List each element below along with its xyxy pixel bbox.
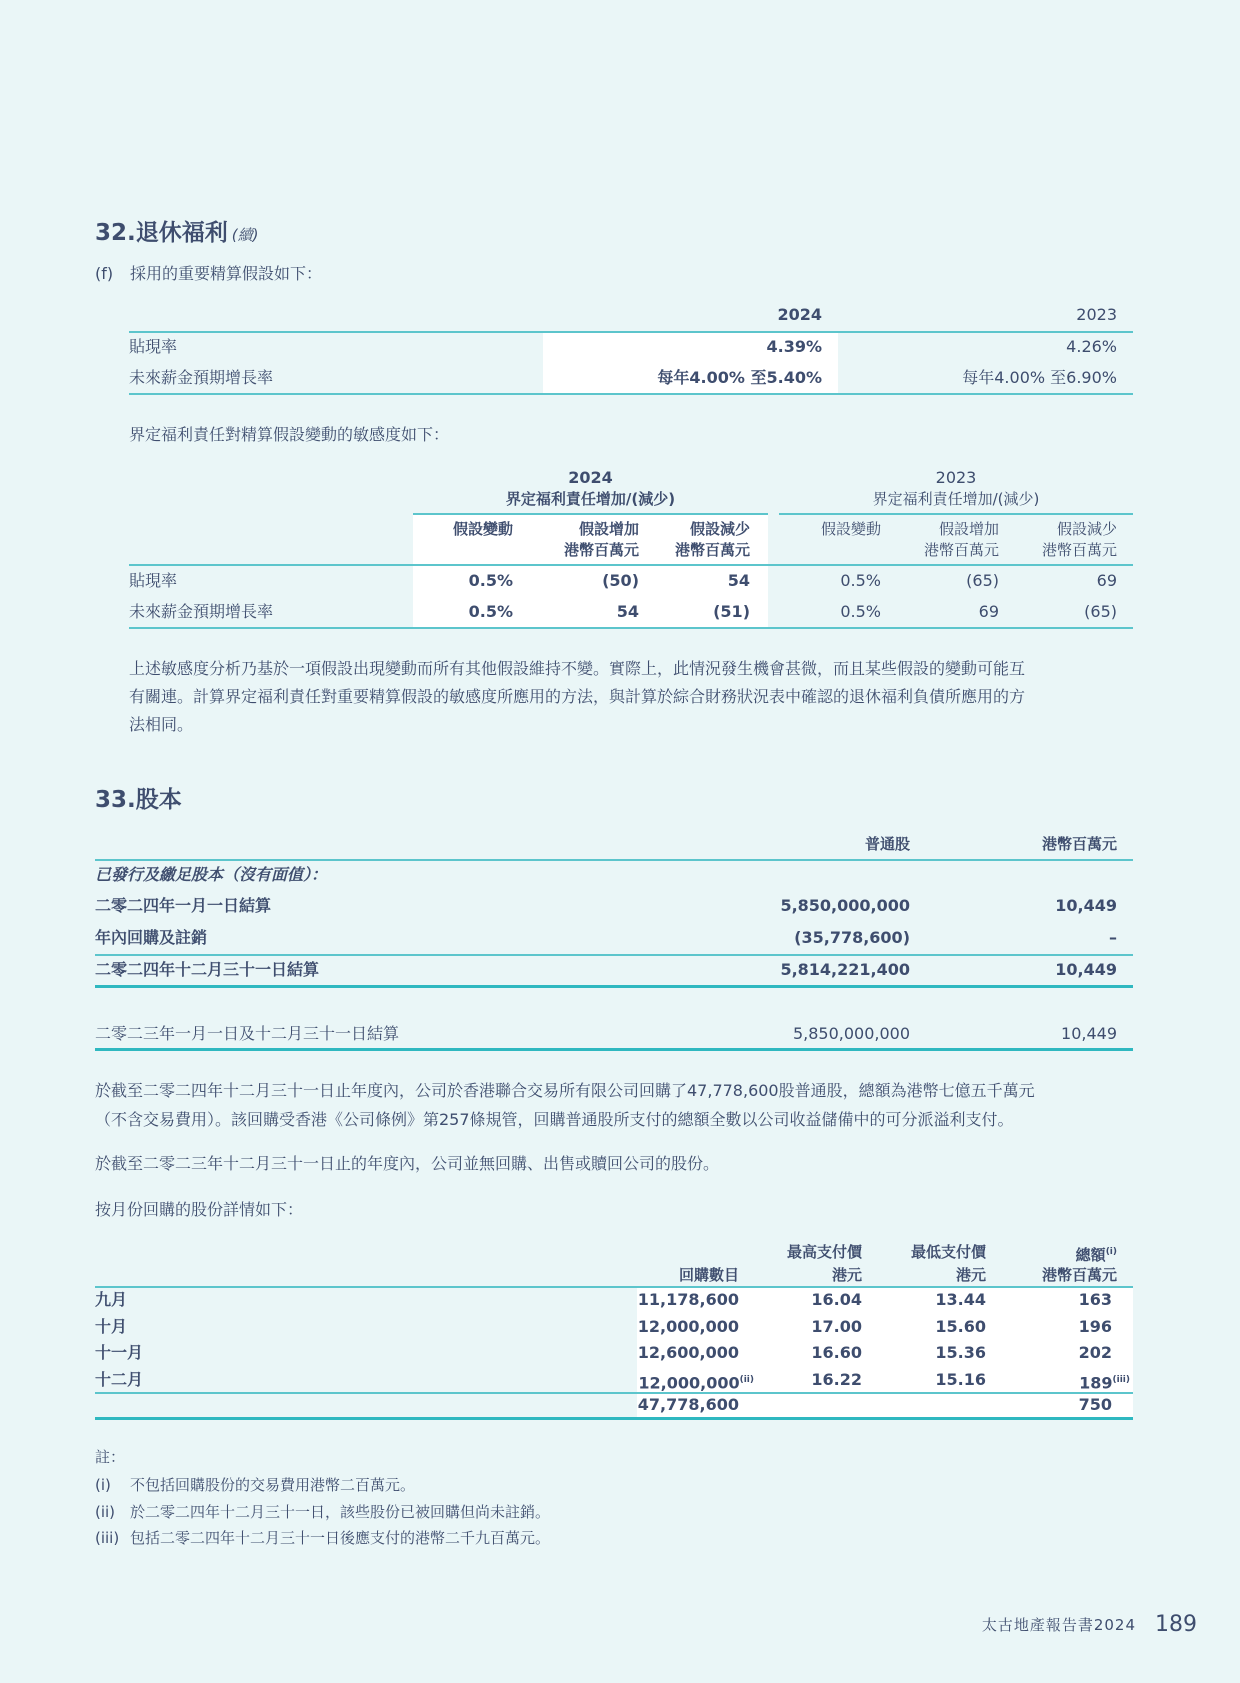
item-f-text: 採用的重要精算假設如下： <box>130 264 323 283</box>
cell: 5,850,000,000 <box>792 1024 910 1043</box>
count-value: 12,000,000 <box>637 1316 739 1336</box>
group-year-2024: 2024 <box>568 468 613 487</box>
cell: 0.5% <box>468 602 513 621</box>
col-header-total <box>1076 1242 1117 1265</box>
count-value: 12,600,000 <box>637 1343 739 1362</box>
section-number: 33. <box>95 787 136 813</box>
cell: 0.5% <box>840 571 881 590</box>
group-title-2024: 界定福利責任增加/(減少) <box>505 490 676 508</box>
cell-total <box>1079 1370 1130 1393</box>
footnote-marker: (ii) <box>95 1502 116 1521</box>
divider <box>129 564 1133 566</box>
paragraph-line: （不含交易費用）。該回購受香港《公司條例》第257條規管，回購普通股所支付的總額全數以公司收益儲備中的可分派溢利支付。 <box>95 1110 1014 1129</box>
cell: 5,850,000,000 <box>780 896 910 915</box>
divider <box>129 393 1133 395</box>
section-number: 32. <box>95 220 136 246</box>
cell-low: 13.44 <box>935 1290 986 1309</box>
cell-high: 16.22 <box>811 1369 862 1389</box>
cell: 10,449 <box>1055 896 1117 915</box>
row-label: 貼現率 <box>129 571 178 590</box>
cell-high: 17.00 <box>811 1316 862 1336</box>
continued-label: (續) <box>231 226 259 244</box>
divider <box>95 954 1133 956</box>
col-unit: 港幣百萬元 <box>563 541 639 559</box>
count-value: 11,178,600 <box>637 1290 739 1309</box>
cell: (65) <box>966 571 999 590</box>
col-header-change: 假設變動 <box>452 520 513 538</box>
cell-high: 16.04 <box>811 1290 862 1309</box>
footnote-ref: (i) <box>1105 1247 1117 1257</box>
col-header-count: 回購數目 <box>678 1266 739 1284</box>
paragraph-line: 上述敏感度分析乃基於一項假設出現變動而所有其他假設維持不變。實際上，此情況發生機會甚微，而且某些假設的變動可能互 <box>129 659 1026 678</box>
cell: 10,449 <box>1055 960 1117 979</box>
footnote-text: 於二零二四年十二月三十一日，該些股份已被回購但尚未註銷。 <box>130 1502 551 1521</box>
total-value: 163 <box>1078 1290 1112 1309</box>
paragraph-line: 於截至二零二四年十二月三十一日止年度內，公司於香港聯合交易所有限公司回購了47,778,600股普通股，總額為港幣七億五千萬元 <box>95 1081 1035 1100</box>
col-unit: 港元 <box>831 1266 862 1284</box>
divider <box>95 1286 1133 1288</box>
footnote-text: 包括二零二四年十二月三十一日後應支付的港幣二千九百萬元。 <box>130 1529 551 1547</box>
footer-report-title: 太古地產報告書2024 <box>981 1616 1136 1634</box>
value-2024: 4.39% <box>766 337 822 356</box>
cell: 0.5% <box>840 602 881 621</box>
value-2023: 每年4.00% 至6.90% <box>962 368 1117 387</box>
cell: (65) <box>1084 602 1117 621</box>
total-value: 196 <box>1078 1316 1112 1336</box>
total-count: 47,778,600 <box>637 1395 739 1414</box>
cell-low: 15.36 <box>935 1343 986 1362</box>
subheading: 已發行及繳足股本（沒有面值）： <box>95 865 328 884</box>
paragraph: 按月份回購的股份詳情如下： <box>95 1200 304 1219</box>
col-header-2024: 2024 <box>777 305 822 324</box>
cell-high: 16.60 <box>811 1343 862 1362</box>
col-header-low: 最低支付價 <box>910 1243 986 1261</box>
row-label: 十月 <box>95 1316 128 1336</box>
col-unit: 港元 <box>955 1266 986 1284</box>
row-label: 十一月 <box>95 1343 144 1362</box>
footnote-ref: (iii) <box>1112 1374 1130 1385</box>
row-label: 十二月 <box>95 1369 144 1389</box>
col-header-increase: 假設增加 <box>938 520 999 538</box>
page-number: 189 <box>1155 1612 1197 1637</box>
total-value: 202 <box>1078 1343 1112 1362</box>
row-label: 二零二四年十二月三十一日結算 <box>95 960 320 979</box>
col-header-increase: 假設增加 <box>578 520 639 538</box>
row-label: 二零二三年一月一日及十二月三十一日結算 <box>95 1024 400 1043</box>
cell: 54 <box>727 571 750 590</box>
row-label: 九月 <box>95 1290 128 1309</box>
divider <box>413 513 768 515</box>
total-label: 總額 <box>1075 1246 1106 1264</box>
col-header-2023: 2023 <box>1076 305 1117 324</box>
item-f-marker: (f) <box>95 264 114 283</box>
cell-count <box>638 1343 739 1363</box>
col-header-hkd: 港幣百萬元 <box>1041 835 1117 853</box>
total-value: 189 <box>1079 1372 1113 1392</box>
cell-count <box>638 1317 739 1337</box>
value-2023: 4.26% <box>1066 337 1117 356</box>
divider <box>129 627 1133 629</box>
col-unit: 港幣百萬元 <box>1041 541 1117 559</box>
cell-total <box>1079 1317 1112 1337</box>
footnote-ref: (ii) <box>739 1374 754 1385</box>
cell-total <box>1079 1343 1112 1363</box>
col-header-change: 假設變動 <box>820 520 881 538</box>
row-label: 貼現率 <box>129 337 178 356</box>
cell: – <box>1109 928 1117 947</box>
value-2024: 每年4.00% 至5.40% <box>657 368 822 387</box>
col-header-shares: 普通股 <box>864 835 910 853</box>
col-unit: 港幣百萬元 <box>923 541 999 559</box>
row-label: 年內回購及註銷 <box>95 928 208 947</box>
divider <box>779 513 1133 515</box>
footnote-text: 不包括回購股份的交易費用港幣二百萬元。 <box>130 1476 416 1494</box>
col-header-high: 最高支付價 <box>786 1243 862 1261</box>
cell: 10,449 <box>1061 1024 1117 1043</box>
footnote-marker: (iii) <box>95 1529 120 1547</box>
paragraph: 於截至二零二三年十二月三十一日止的年度內，公司並無回購、出售或贖回公司的股份。 <box>95 1154 720 1173</box>
total-amount: 750 <box>1078 1395 1112 1414</box>
footnote-marker: (i) <box>95 1476 111 1494</box>
cell: (50) <box>602 571 639 590</box>
divider <box>95 1417 1133 1420</box>
cell-low: 15.16 <box>935 1369 986 1389</box>
row-label: 未來薪金預期增長率 <box>129 602 274 621</box>
notes-label: 註： <box>95 1448 126 1466</box>
section-33-heading <box>95 786 182 814</box>
paragraph-line: 有關連。計算界定福利責任對重要精算假設的敏感度所應用的方法，與計算於綜合財務狀況表中確認的退休福利負債所應用的方 <box>129 687 1026 706</box>
col-unit: 港幣百萬元 <box>1041 1266 1117 1284</box>
section-32-heading <box>95 219 258 249</box>
count-value: 12,000,000 <box>638 1372 740 1392</box>
row-label: 未來薪金預期增長率 <box>129 368 274 387</box>
cell: (35,778,600) <box>794 928 910 947</box>
cell-low: 15.60 <box>935 1316 986 1336</box>
divider <box>95 1392 1133 1394</box>
col-unit: 港幣百萬元 <box>674 541 750 559</box>
divider <box>95 1048 1133 1051</box>
sensitivity-intro: 界定福利責任對精算假設變動的敏感度如下： <box>129 425 450 444</box>
col-header-decrease: 假設減少 <box>689 520 750 538</box>
cell: (51) <box>713 602 750 621</box>
cell-total <box>1079 1290 1112 1310</box>
cell: 69 <box>978 602 999 621</box>
section-title: 股本 <box>135 787 182 813</box>
cell: 69 <box>1096 571 1117 590</box>
cell-count <box>638 1290 739 1310</box>
cell: 0.5% <box>468 571 513 590</box>
paragraph-line: 法相同。 <box>129 715 194 734</box>
section-title: 退休福利 <box>135 220 228 246</box>
group-year-2023: 2023 <box>935 468 977 487</box>
group-title-2023: 界定福利責任增加/(減少) <box>872 490 1040 508</box>
cell-count <box>638 1370 754 1393</box>
row-label: 二零二四年一月一日結算 <box>95 896 272 915</box>
cell: 5,814,221,400 <box>780 960 910 979</box>
divider <box>129 331 1133 333</box>
divider <box>95 985 1133 988</box>
cell: 54 <box>616 602 639 621</box>
divider <box>95 859 1133 861</box>
col-header-decrease: 假設減少 <box>1056 520 1117 538</box>
